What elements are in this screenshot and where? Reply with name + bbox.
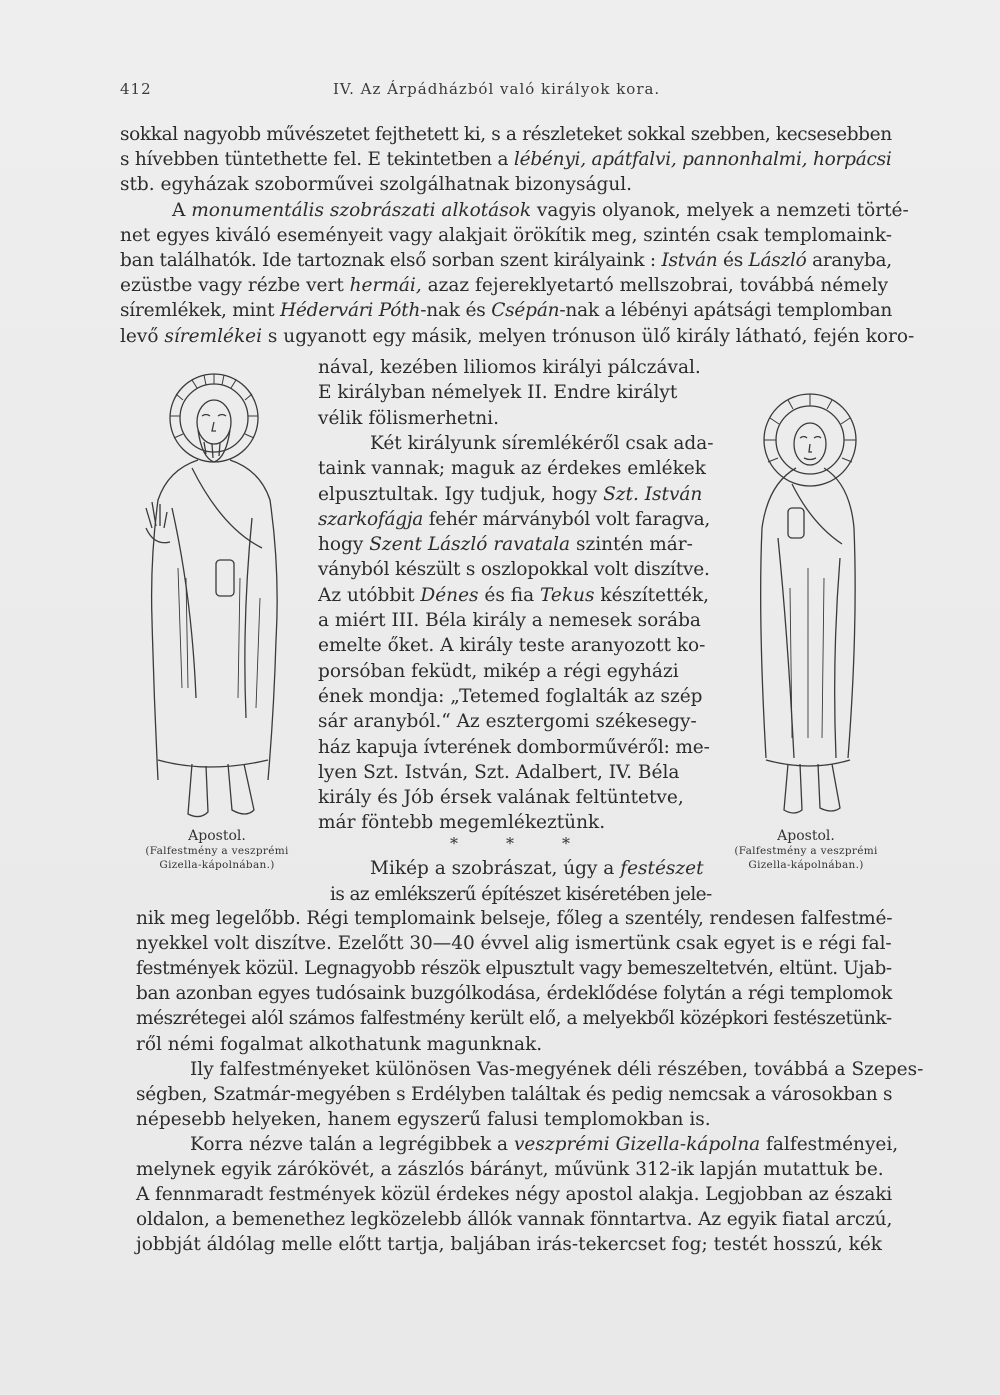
text-line: síremlékek, mint Hédervári Póth-nak és Csépán-nak a lébényi apátsági templomban: [120, 300, 893, 322]
text-line: Két királyunk síremlékéről csak ada-: [370, 432, 714, 454]
caption-line: Gizella-kápolnában.): [748, 859, 864, 871]
text-line: taink vannak; maguk az érdekes emlékek: [318, 458, 706, 480]
text-line: sokkal nagyobb művészetet fejthetett ki, s a részleteket sokkal szebben, kecsesebben: [120, 124, 892, 145]
text-line: népesebb helyeken, hanem egyszerű falusi templomokban is.: [136, 1108, 711, 1130]
text-line: stb. egyházak szoborművei szolgálhatnak bizonyságul.: [120, 174, 633, 196]
figure-caption-right: [716, 828, 896, 872]
text-line: Ily falfestményeket különösen Vas-megyének déli részében, továbbá a Szepes-: [190, 1058, 924, 1080]
text-line: ház kapuja ívterének domborművéről: me-: [318, 736, 710, 758]
text-line: levő síremlékei s ugyanott egy másik, melyen trónuson ülő király látható, fején koro-: [120, 325, 915, 347]
caption-line: (Falfestmény a veszprémi: [734, 845, 878, 857]
text-line: is az emlékszerű építészet kiséretében jele-: [330, 883, 712, 905]
text-line: nik meg legelőbb. Régi templomaink belseje, főleg a szentély, rendesen falfestmé-: [136, 908, 893, 929]
text-line: vélik fölismerhetni.: [318, 407, 499, 429]
text-line: festmények közül. Legnagyobb részök elpusztult vagy bemeszeltetvén, eltünt. Ujab-: [136, 958, 892, 980]
text-line: ban találhatók. Ide tartoznak első sorban szent királyaink : István és László aranyba,: [120, 250, 892, 271]
text-line: Mikép a szobrászat, úgy a festészet: [370, 858, 704, 879]
text-line: A fennmaradt festmények közül érdekes négy apostol alakja. Legjobban az északi: [136, 1184, 893, 1206]
text-line: A monumentális szobrászati alkotások vagyis olyanok, melyek a nemzeti törté-: [172, 199, 909, 221]
caption-line: Gizella-kápolnában.): [159, 859, 275, 871]
text-line: oldalon, a bemenethez legközelebb állók vannak fönntartva. Az egyik fiatal arczú,: [136, 1209, 893, 1231]
young-apostle-illustration: [748, 388, 868, 828]
text-line: ről némi fogalmat alkothatunk magunknak.: [136, 1033, 543, 1055]
caption-line: (Falfestmény a veszprémi: [145, 845, 289, 857]
text-line: ségben, Szatmár-megyében s Erdélyben találtak és pedig nemcsak a városokban s: [136, 1083, 893, 1105]
text-line: nyekkel volt diszítve. Ezelőtt 30—40 évvel alig ismertünk csak egyet is e régi fal-: [136, 933, 892, 955]
text-line: porsóban feküdt, mikép a régi egyházi: [318, 660, 679, 682]
section-break: * * *: [450, 834, 570, 853]
text-line: mészrétegei alól számos falfestmény került elő, a melyekből középkori festészetünk-: [136, 1008, 892, 1030]
text-line: ványból készült s oszlopokkal volt diszítve.: [318, 559, 710, 581]
bearded-apostle-illustration: [132, 368, 302, 826]
caption-title: Apostol.: [777, 828, 835, 844]
running-title: IV. Az Árpádházból való királyok kora.: [333, 80, 661, 98]
text-line: már föntebb megemlékeztünk.: [318, 812, 606, 834]
text-line: hogy Szent László ravatala szintén már-: [318, 534, 693, 556]
text-line: szarkofágja fehér márványból volt faragva,: [318, 508, 711, 530]
text-line: a miért III. Béla király a nemesek sorába: [318, 610, 701, 631]
caption-title: Apostol.: [188, 828, 246, 844]
text-line: ban azonban egyes tudósaink buzgólkodása, érdeklődése folytán a régi templomok: [136, 983, 893, 1005]
text-line: ének mondja: „Tetemed foglalták az szép: [318, 685, 703, 707]
text-line: lyen Szt. István, Szt. Adalbert, IV. Béla: [318, 761, 680, 783]
text-line: nával, kezében liliomos királyi pálczával.: [318, 357, 701, 378]
text-line: E királyban némelyek II. Endre királyt: [318, 382, 678, 404]
text-line: emelte őket. A király teste aranyozott ko-: [318, 635, 706, 657]
text-line: jobbját áldólag melle előtt tartja, baljában irás-tekercset fog; testét hosszú, kék: [136, 1234, 883, 1256]
text-line: sár aranyból.“ Az esztergomi székesegy-: [318, 711, 697, 733]
text-line: király és Jób érsek valának feltüntetve,: [318, 787, 684, 809]
text-line: net egyes kiváló eseményeit vagy alakjait örökítik meg, szintén csak templomaink-: [120, 224, 892, 246]
page-number: 412: [120, 80, 152, 98]
text-line: Az utóbbit Dénes és fia Tekus készítették,: [318, 584, 709, 606]
text-line: melynek egyik zárókövét, a zászlós bárányt, művünk 312-ik lapján mutattuk be.: [136, 1159, 884, 1180]
text-line: s hívebben tüntethette fel. E tekintetben a lébényi, apátfalvi, pannonhalmi, horpácsi: [120, 149, 892, 171]
text-line: ezüstbe vagy rézbe vert hermái, azaz fejereklyetartó mellszobrai, továbbá némely: [120, 275, 889, 297]
text-line: Korra nézve talán a legrégibbek a veszprémi Gizella-kápolna falfestményei,: [190, 1133, 899, 1155]
figure-caption-left: [132, 828, 302, 872]
text-line: elpusztultak. Igy tudjuk, hogy Szt. István: [318, 483, 703, 505]
